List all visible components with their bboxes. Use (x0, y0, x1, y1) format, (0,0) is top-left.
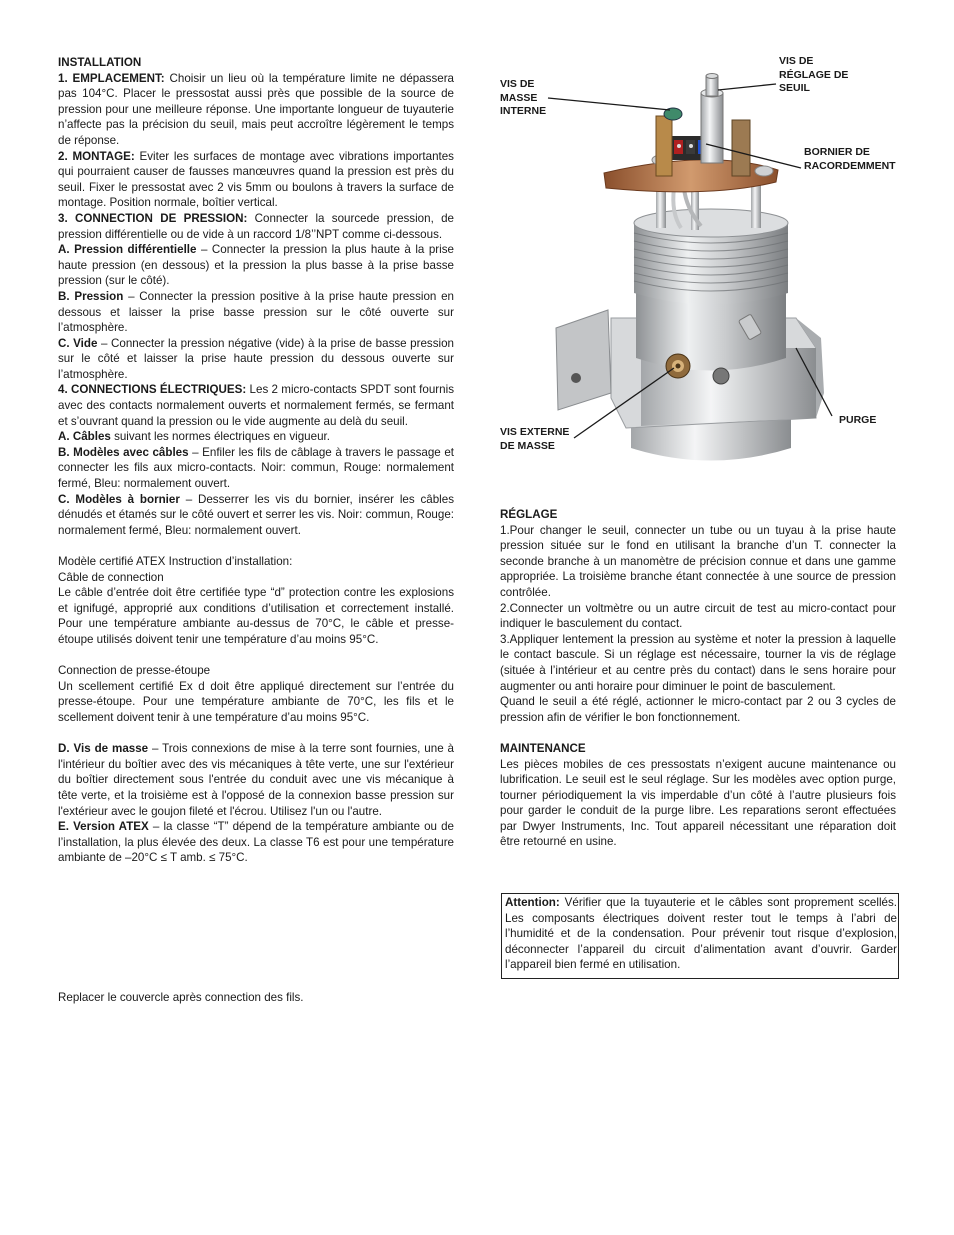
reglage-heading: RÉGLAGE (500, 508, 558, 521)
mounting-bracket (556, 310, 611, 410)
external-ground-screw (666, 354, 690, 378)
montage-paragraph: 2. MONTAGE: Eviter les surfaces de montage avec vibrations importantes qui pourraient causer de fausses manœuvres quand la pression est près du seuil. Fixer le pressostat avec 2 vis 5mm ou boulons à travers la surface de montage. Position normale, boîtier vertical. (58, 149, 454, 210)
gland-paragraph: Un scellement certifié Ex d doit être appliqué directement sur l’entrée du presse-étoupe. Pour une température ambiante de 70°C, les fils et le scellement doivent tenir à une température d’au moins 95°C. (58, 679, 454, 724)
vacuum-paragraph: C. Vide – Connecter la pression négative (vide) à la prise de basse pression sur le côté et laisser la prise haute pression du dessous ouverte sur l’atmosphère. (58, 336, 454, 381)
reglage-final: Quand le seuil a été réglé, actionner le micro-contact par 2 ou 3 cycles de pression afin de vérifier le bon fonctionnement. (500, 695, 896, 724)
closing-note: Replacer le couvercle après connection des fils. (58, 991, 304, 1004)
pressure-connection-paragraph: 3. CONNECTION DE PRESSION: Connecter la sourcede pression, de pression différentielle ou de vide à un raccord 1/8’’NPT comme ci-dessous. (58, 211, 454, 241)
adjustment-screw (701, 74, 723, 164)
emplacement-paragraph: 1. EMPLACEMENT: Choisir un lieu où la température limite ne dépassera pas 104°C. Placer le pressostat aussi près que possible de la source de pression pour une meilleure réponse. Une importante longueur de tuyauterie n’affecte pas la précision du seuil, mais peut accroître légèrement le temps de réponse. (58, 71, 455, 147)
electrical-connections-paragraph: 4. CONNECTIONS ÉLECTRIQUES: Les 2 micro-contacts SPDT sont fournis avec des contacts normalement ouverts et normalement fermés, se fermant et s’ouvrant quand la pression ou le vide augmente au delà du seuil. (58, 383, 454, 428)
cable-models-paragraph: B. Modèles avec câbles – Enfiler les fils de câblage à travers le passage et connecter les fils aux micro-contacts. Noir: commun, Rouge: normalement fermé, Bleu: normalement ouvert. (58, 445, 454, 491)
purge-label: PURGE (839, 414, 877, 426)
cables-paragraph: A. Câbles suivant les normes électriques en vigueur. (58, 430, 330, 444)
pressure-switch-illustration (496, 48, 906, 468)
terminal-block-label: BORNIER DE RACORDEMMENT (804, 146, 896, 172)
adjustment-column (500, 507, 896, 850)
maintenance-paragraph: Les pièces mobiles de ces pressostats n’exigent aucune maintenance ou lubrification. Le seuil est le seul réglage. Sur les modèles avec option purge, tourner périodiquement la vis imperdable d’un côté à l’autre plusieurs fois pour garder le conduit de la purge libre. Les reparations seront effectuées par Dwyer Instruments, Inc. Tout appareil nécessitant une réparation doit être retourné en usine. (500, 757, 896, 849)
gland-title: Connection de presse-étoupe (58, 664, 211, 678)
hex-port (713, 368, 729, 384)
adjustment-screw-label: VIS DE RÉGLAGE DE SEUIL (779, 55, 849, 94)
terminal-board (604, 160, 778, 192)
terminal-models-paragraph: C. Modèles à bornier – Desserrer les vis du bornier, insérer les câbles dénudés et étamés sur le côté ouvert et serrer les vis. Noir: commun, Rouge: normalement fermé, Bleu: normalement ouvert. (58, 492, 454, 537)
pressure-paragraph: B. Pression – Connecter la pression positive à la prise haute pression en dessous et laisser la prise basse pression sur le côté ouverte sur l’atmosphère. (58, 289, 455, 335)
cable-paragraph: Le câble d’entrée doit être certifiée type “d” protection contre les explosions et ignifugé, approprié aux conditions d’utilisation et correctement installé. Pour une température ambiante au-dessus de 70°C, le câble et presse-étoupe utilisés doivent tenir une température d’au moins 95°C. (58, 586, 454, 646)
internal-ground-screw-label: VIS DE MASSE INTERNE (500, 78, 547, 117)
atex-version-paragraph: E. Version ATEX – la classe “T” dépend de la température ambiante ou de l’installation, la plus élevée des deux. La classe T6 est pour une température ambiante de –20°C ≤ T amb. ≤ 75°C. (58, 820, 454, 865)
external-ground-screw-label: VIS EXTERNE DE MASSE (500, 426, 570, 452)
attention-text: Vérifier que la tuyauterie et le câbles sont proprement scellés. Les composants électriques doivent rester tout le temps à l’abri de l’humidité et de la condensation. Pour prévenir tout risque d’explosion, déconnecter l’appareil du circuit d’alimentation avant d’ouvrir. Garder l’appareil bien fermé en utilisation. (505, 896, 897, 972)
reglage-step-2: 2.Connecter un voltmètre ou un autre circuit de test au micro-contact pour indiquer le basculement du contact. (500, 601, 896, 631)
cable-title: Câble de connection (58, 570, 164, 584)
maintenance-heading: MAINTENANCE (500, 741, 586, 755)
reglage-step-1: 1.Pour changer le seuil, connecter un tube ou un tuyau à la prise haute pression située sur le fond en utilisant la branche d’un T. connecter la seconde branche à un manomètre de précision connue et dans une gamme appropriée. La troisième branche étant connectée à une source de pression contrôlée. (500, 523, 896, 599)
installation-heading: INSTALLATION (58, 56, 142, 69)
differential-pressure-paragraph: A. Pression différentielle – Connecter la pression la plus haute à la prise haute pression (en dessous) et la pression la plus basse à la prise basse pression (sur le côté). (58, 243, 454, 288)
reglage-step-3: 3.Appliquer lentement la pression au système et noter la pression à laquelle le contact bascule. Si un réglage est nécessaire, tourner la vis de réglage (située à l’intérieur et au centre près du contact) dans le sens horaire pour augmenter ou anti horaire pour diminuer le point de basculement. (500, 632, 896, 693)
attention-label: Attention: (505, 896, 560, 909)
installation-column (58, 55, 454, 866)
ground-screws-paragraph: D. Vis de masse – Trois connexions de mise à la terre sont fournies, une à l'intérieur du boîtier avec des vis mécaniques à tête verte, une sur l'extérieur du boîtier directement sous l'entrée du conduit avec une vis mécanique à tête verte, et la troisième est à l'opposé de la connexion basse pression sur l'extérieur avec le goujon fileté et l'écrou. Utilisez l'un ou l'autre. (58, 742, 454, 818)
attention-box (501, 893, 899, 979)
pressure-switch-figure (496, 48, 906, 468)
atex-title: Modèle certifié ATEX Instruction d’installation: (58, 555, 293, 568)
